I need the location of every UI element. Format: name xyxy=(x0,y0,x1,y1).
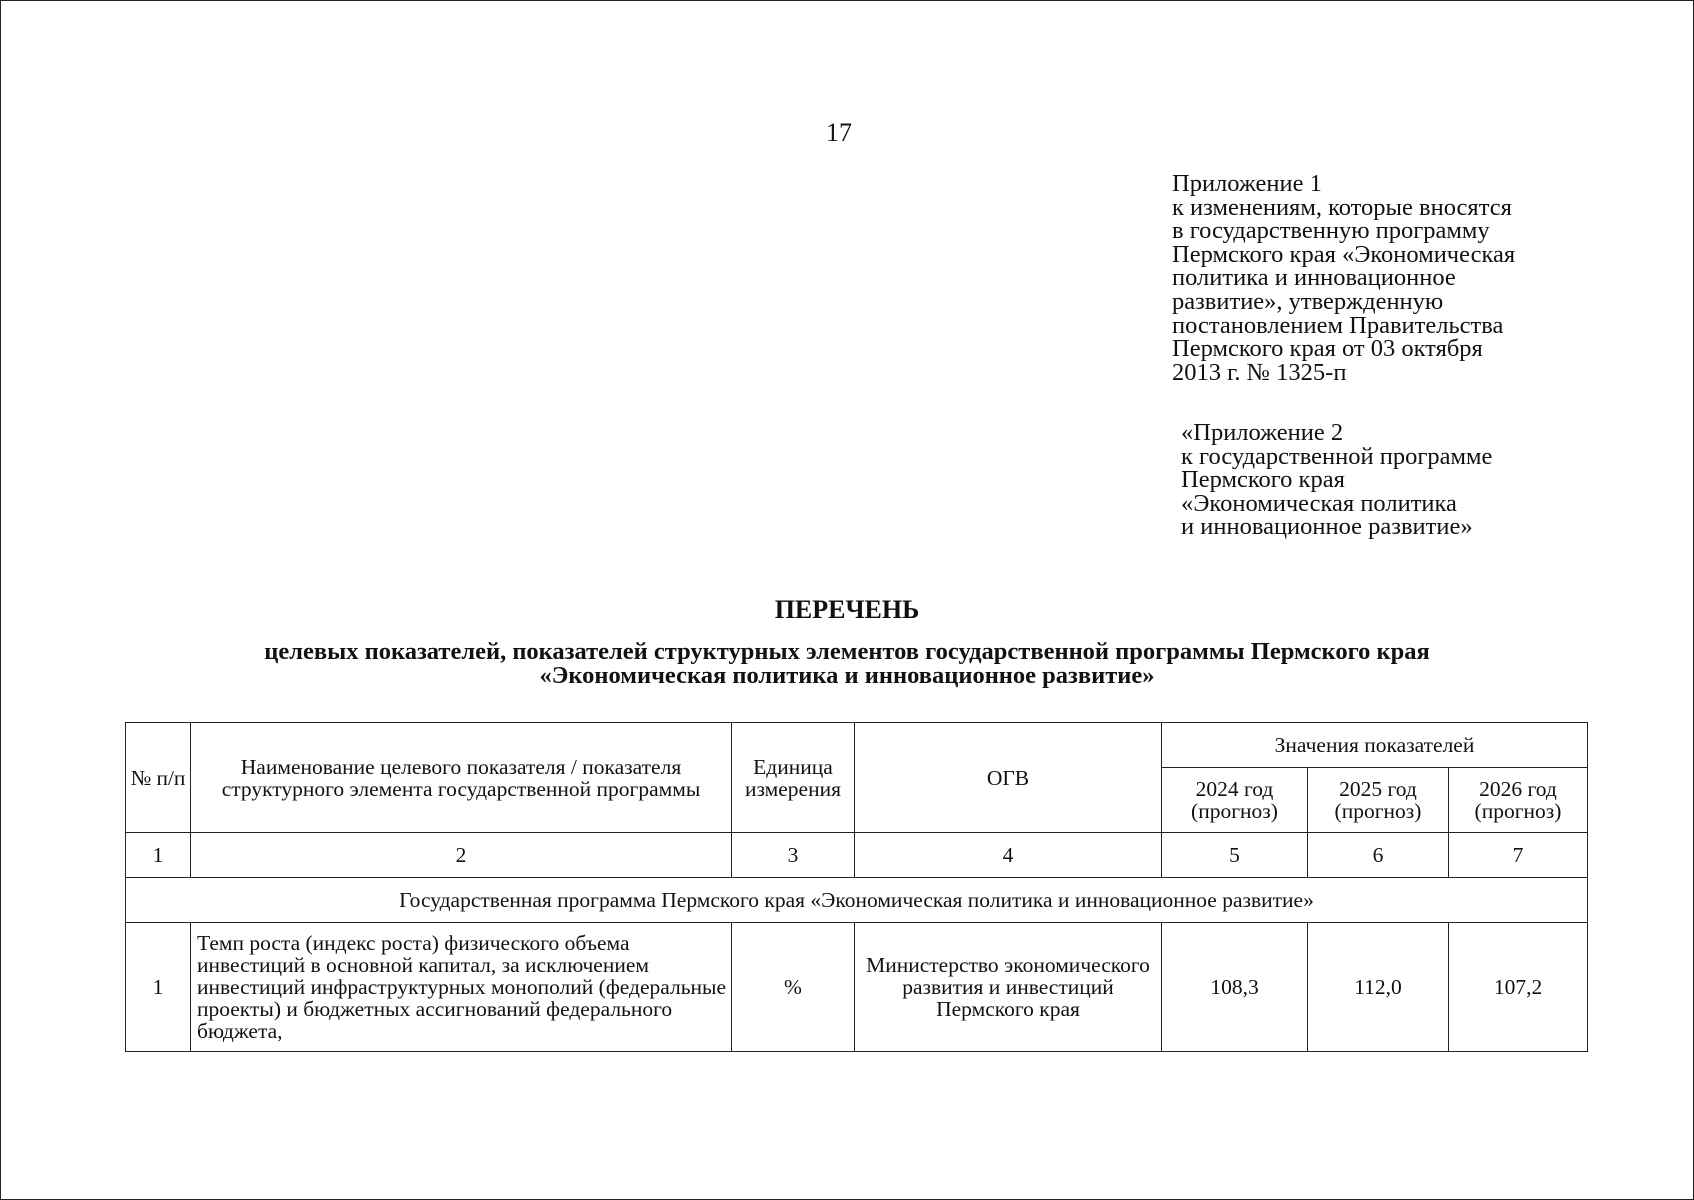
header-values-group: Значения показателей xyxy=(1162,723,1588,768)
document-subtitle-line-2: «Экономическая политика и инновационное развитие» xyxy=(539,662,1155,689)
column-number: 4 xyxy=(855,833,1162,878)
appendix-1-note xyxy=(1172,172,1515,384)
column-number-row xyxy=(126,833,1588,878)
header-year-2025: 2025 год (прогноз) xyxy=(1308,768,1449,833)
indicator-unit: % xyxy=(732,923,855,1052)
appendix-1-line: в государственную программу xyxy=(1172,217,1490,245)
appendix-2-line: и инновационное развитие» xyxy=(1181,513,1473,541)
appendix-2-line: «Экономическая политика xyxy=(1181,489,1457,517)
column-number: 6 xyxy=(1308,833,1449,878)
table-header-row xyxy=(126,723,1588,768)
value-2026: 107,2 xyxy=(1449,923,1588,1052)
column-number: 5 xyxy=(1162,833,1308,878)
appendix-2-line: к государственной программе xyxy=(1181,442,1493,470)
page-number: 17 xyxy=(826,118,852,147)
appendix-2-line: «Приложение 2 xyxy=(1181,419,1344,446)
appendix-1-line: политика и инновационное xyxy=(1172,264,1456,292)
header-indicator-name: Наименование целевого показателя / показателя структурного элемента государственной программы xyxy=(191,723,732,833)
appendix-2-line: Пермского края xyxy=(1181,466,1345,494)
appendix-1-line: развитие», утвержденную xyxy=(1172,287,1444,315)
header-year-2024: 2024 год (прогноз) xyxy=(1162,768,1308,833)
program-row xyxy=(126,878,1588,923)
header-ogv: ОГВ xyxy=(855,723,1162,833)
value-2024: 108,3 xyxy=(1162,923,1308,1052)
column-number: 7 xyxy=(1449,833,1588,878)
value-2025: 112,0 xyxy=(1308,923,1449,1052)
indicators-table xyxy=(125,722,1588,1052)
appendix-2-note xyxy=(1181,421,1492,539)
program-name: Государственная программа Пермского края «Экономическая политика и инновационное развитие» xyxy=(126,878,1588,923)
appendix-1-line: постановлением Правительства xyxy=(1172,311,1504,339)
column-number: 2 xyxy=(191,833,732,878)
document-title: ПЕРЕЧЕНЬ xyxy=(774,595,920,624)
indicator-name: Темп роста (индекс роста) физического объема инвестиций в основной капитал, за исключением инвестиций инфраструктурных монополий (федеральные проекты) и бюджетных ассигнований федерального бюджета, xyxy=(191,923,732,1052)
table-row xyxy=(126,923,1588,1052)
row-number: 1 xyxy=(126,923,191,1052)
header-unit: Единица измерения xyxy=(732,723,855,833)
appendix-1-line: Приложение 1 xyxy=(1172,170,1322,197)
header-number: № п/п xyxy=(126,723,191,833)
appendix-1-line: к изменениям, которые вносятся xyxy=(1172,193,1512,221)
appendix-1-line: Пермского края от 03 октября xyxy=(1172,335,1483,363)
appendix-1-line: Пермского края «Экономическая xyxy=(1172,240,1516,268)
appendix-1-line: 2013 г. № 1325-п xyxy=(1172,358,1347,386)
column-number: 1 xyxy=(126,833,191,878)
header-year-2026: 2026 год (прогноз) xyxy=(1449,768,1588,833)
column-number: 3 xyxy=(732,833,855,878)
document-subtitle-line-1: целевых показателей, показателей структурных элементов государственной программы Пермского края xyxy=(264,638,1430,665)
indicator-ogv: Министерство экономического развития и инвестиций Пермского края xyxy=(855,923,1162,1052)
